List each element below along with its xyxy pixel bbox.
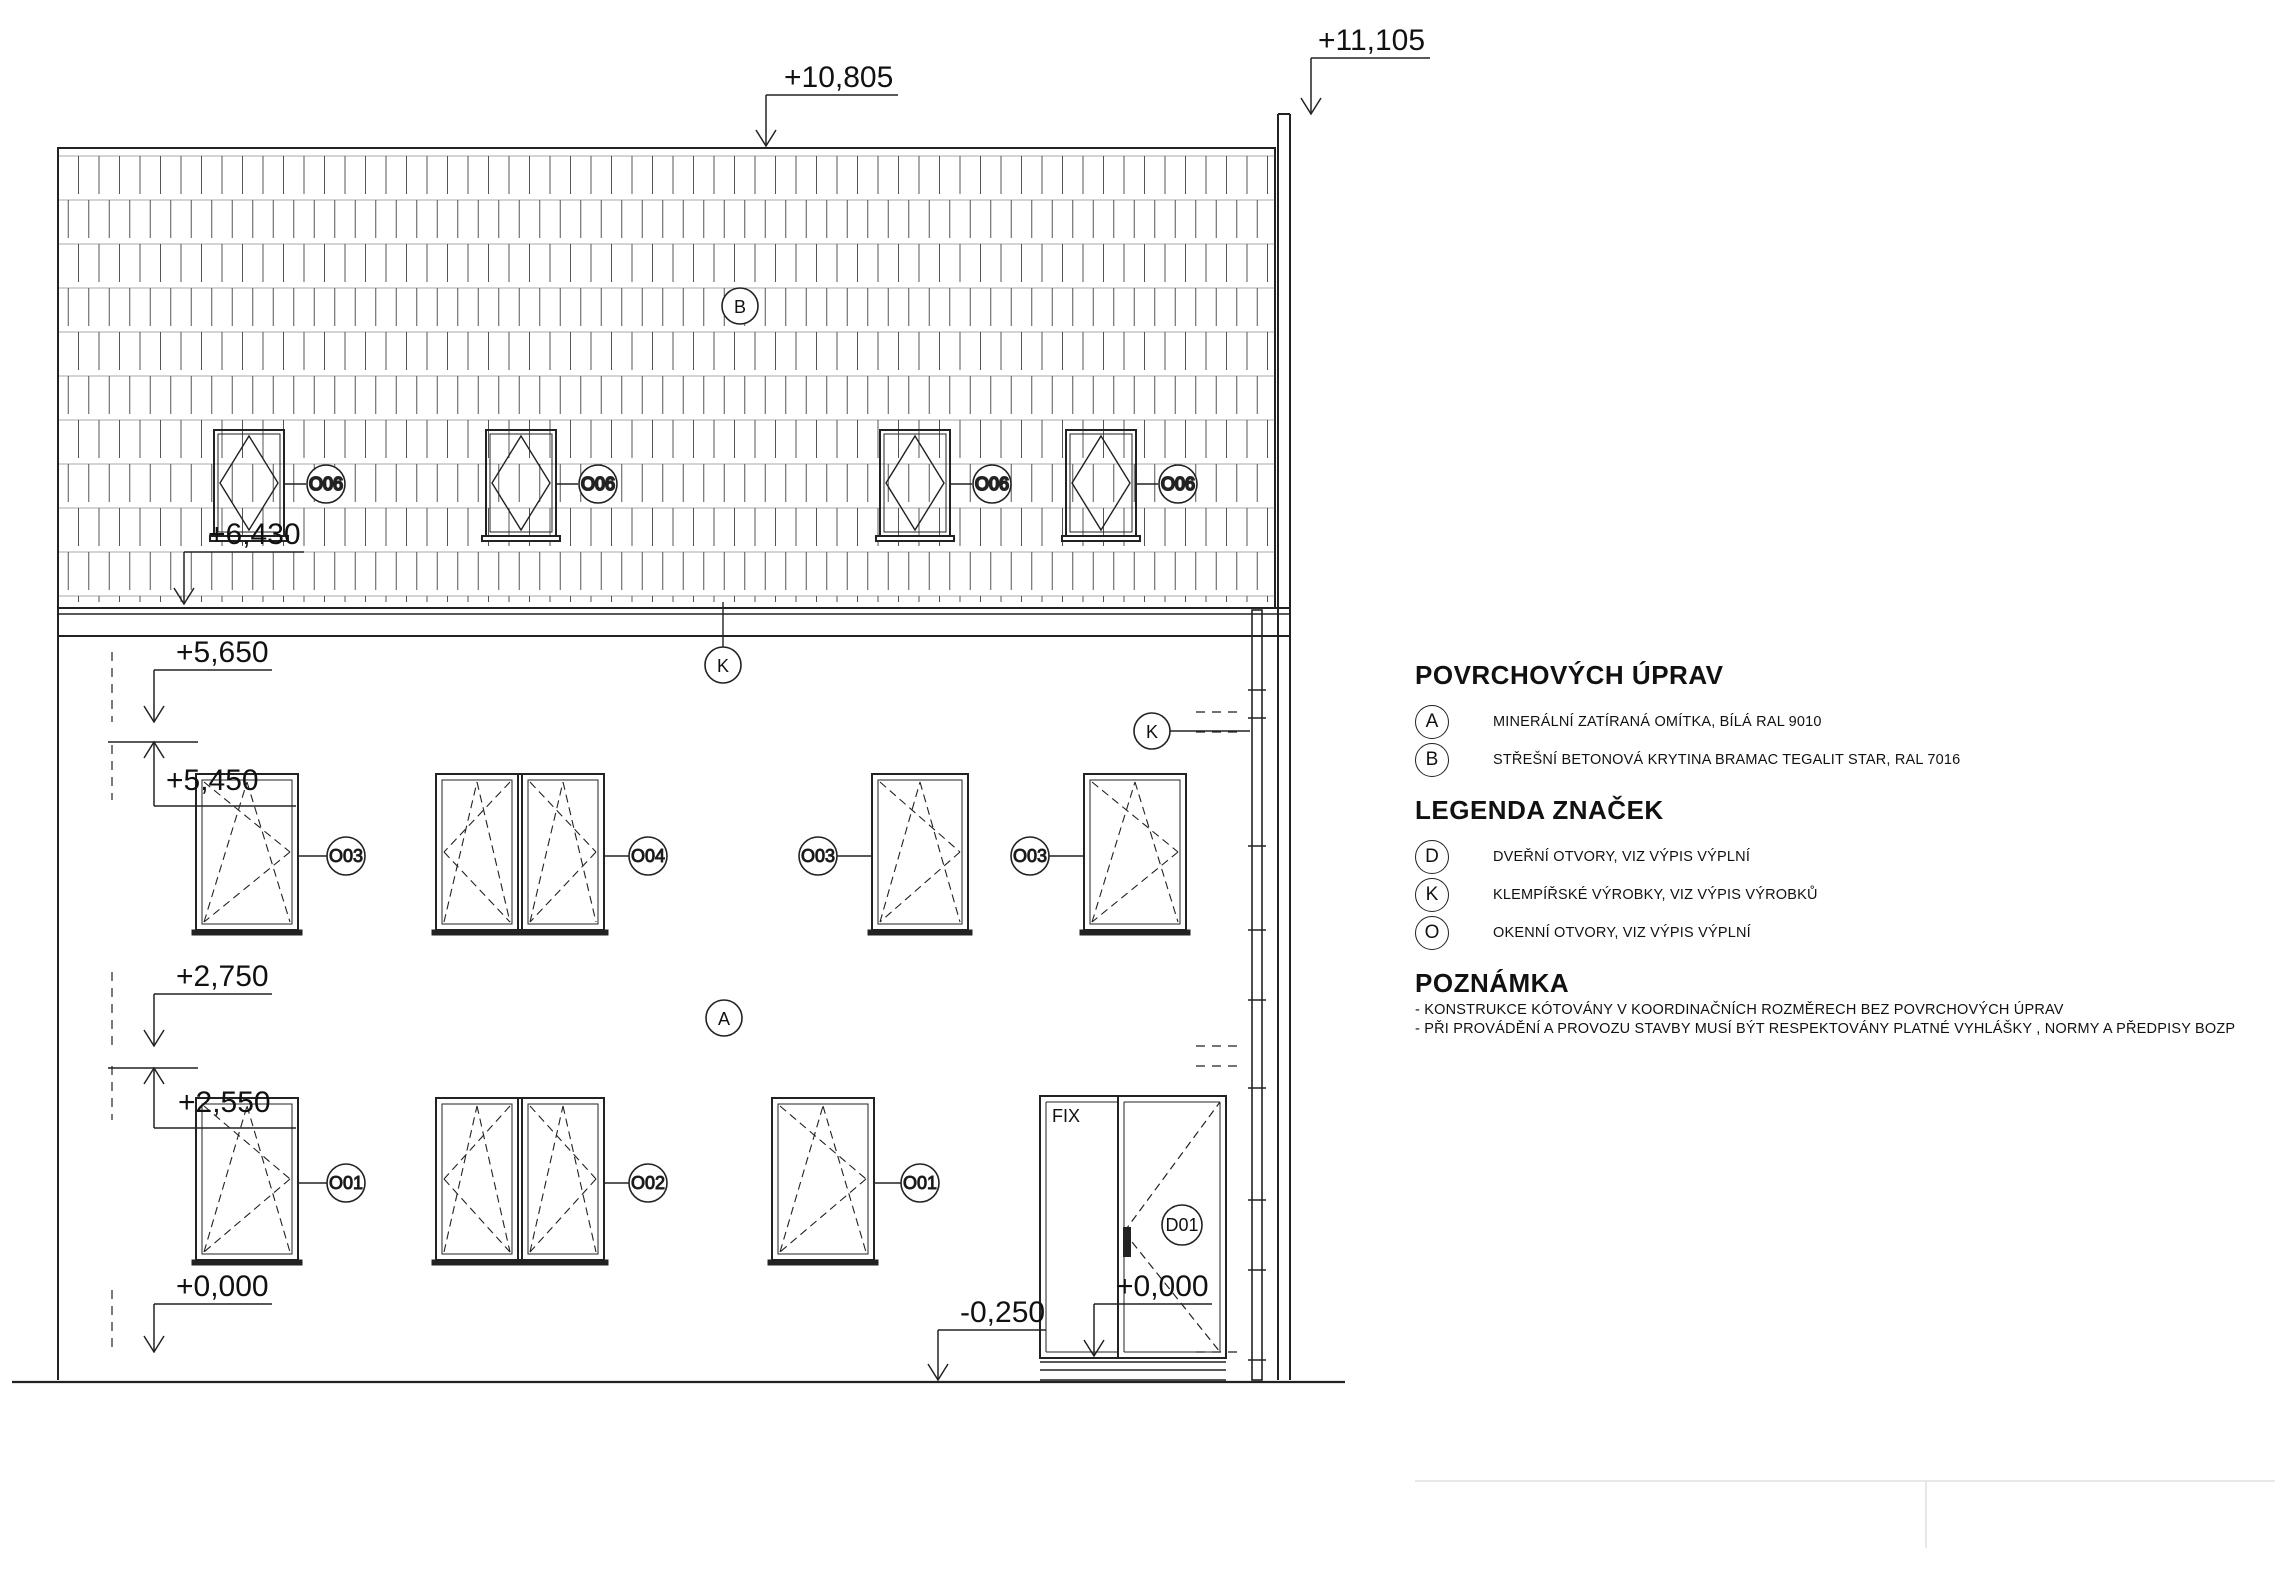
elevation-marker	[928, 1296, 1046, 1380]
elevation-label: +0,000	[176, 1270, 269, 1303]
legend-text: STŘEŠNÍ BETONOVÁ KRYTINA BRAMAC TEGALIT STAR, RAL 7016	[1493, 752, 1961, 768]
elevation-marker	[144, 636, 272, 722]
downpipe-brackets	[1248, 690, 1266, 1360]
elevation-label: +2,550	[178, 1086, 271, 1119]
elevation-label: +10,805	[784, 61, 894, 94]
roof-window-tag: O06	[1160, 474, 1196, 494]
legend-row	[1415, 838, 2285, 876]
legend-symbol: B	[1415, 743, 1449, 777]
level-guides	[112, 652, 1240, 1352]
faint-mark	[1925, 1480, 1927, 1548]
elevation-label: +11,105	[1318, 24, 1426, 57]
facade-window	[799, 774, 972, 935]
door-tag	[1162, 1205, 1202, 1245]
legend-text: KLEMPÍŘSKÉ VÝROBKY, VIZ VÝPIS VÝROBKŮ	[1493, 887, 1818, 903]
faint-mark	[1415, 1480, 2275, 1482]
facade-window	[768, 1098, 939, 1265]
facade-window-tag: O02	[630, 1173, 666, 1193]
legend-row	[1415, 914, 2285, 952]
elevation-marker	[756, 61, 898, 146]
note-line: - PŘI PROVÁDĚNÍ A PROVOZU STAVBY MUSÍ BÝT RESPEKTOVÁNY PLATNÉ VYHLÁŠKY , NORMY A PŘEDPISY BOZP	[1415, 1021, 2236, 1037]
tag-downpipe: K	[1145, 722, 1159, 742]
chimney	[1278, 114, 1290, 1380]
tag-gutter: K	[716, 656, 730, 676]
note-title: POZNÁMKA	[1415, 968, 1570, 998]
elevation-marker	[144, 960, 272, 1046]
legend-symbol: D	[1415, 840, 1449, 874]
roof-window	[876, 430, 1011, 541]
legend-panel	[1415, 660, 2285, 1039]
downpipe	[1252, 610, 1262, 1380]
legend-text: DVEŘNÍ OTVORY, VIZ VÝPIS VÝPLNÍ	[1493, 849, 1751, 865]
tag-plaster: A	[717, 1009, 731, 1029]
tag-door: D01	[1165, 1215, 1199, 1235]
elevation-marker	[174, 518, 304, 604]
legend-symbol: A	[1415, 705, 1449, 739]
roof-window-tag: O06	[308, 474, 344, 494]
facade-window-tag: O03	[800, 846, 836, 866]
legend-row	[1415, 876, 2285, 914]
legend-symbol: K	[1415, 878, 1449, 912]
elevation-label: +0,000	[1116, 1270, 1209, 1303]
facade-window	[432, 1098, 667, 1265]
roof-window-tag: O06	[974, 474, 1010, 494]
elevation-marker	[144, 1270, 272, 1352]
tag-roof: B	[733, 297, 747, 317]
symbols-title: LEGENDA ZNAČEK	[1415, 795, 1664, 825]
facade-window-tag: O03	[328, 846, 364, 866]
roof-window	[1062, 430, 1197, 541]
legend-row	[1415, 703, 2285, 741]
note-line: - KONSTRUKCE KÓTOVÁNY V KOORDINAČNÍCH ROZMĚRECH BEZ POVRCHOVÝCH ÚPRAV	[1415, 1002, 2064, 1018]
facade-window	[192, 1098, 365, 1265]
roof-window-tag: O06	[580, 474, 616, 494]
facade-window	[432, 774, 667, 935]
elevation-label: +6,430	[208, 518, 301, 551]
elevation-label: +5,650	[176, 636, 269, 669]
facade-window-tag: O03	[1012, 846, 1048, 866]
elevation-marker	[1301, 24, 1430, 114]
elevation-marker	[1084, 1270, 1212, 1356]
door-fix-label: FIX	[1052, 1106, 1081, 1126]
legend-text: MINERÁLNÍ ZATÍRANÁ OMÍTKA, BÍLÁ RAL 9010	[1493, 714, 1822, 730]
elevation-label: +5,450	[166, 764, 259, 797]
elevation-markers	[108, 24, 1430, 1380]
facade-window-tag: O04	[630, 846, 666, 866]
facade-window-tag: O01	[902, 1173, 938, 1193]
elevation-label: +2,750	[176, 960, 269, 993]
finishes-title: POVRCHOVÝCH ÚPRAV	[1415, 660, 1724, 690]
legend-symbol: O	[1415, 916, 1449, 950]
legend-row	[1415, 741, 2285, 779]
facade-window	[1011, 774, 1190, 935]
elevation-label: -0,250	[960, 1296, 1046, 1329]
facade-window	[192, 774, 365, 935]
legend-text: OKENNÍ OTVORY, VIZ VÝPIS VÝPLNÍ	[1493, 925, 1751, 941]
facade-window-tag: O01	[328, 1173, 364, 1193]
